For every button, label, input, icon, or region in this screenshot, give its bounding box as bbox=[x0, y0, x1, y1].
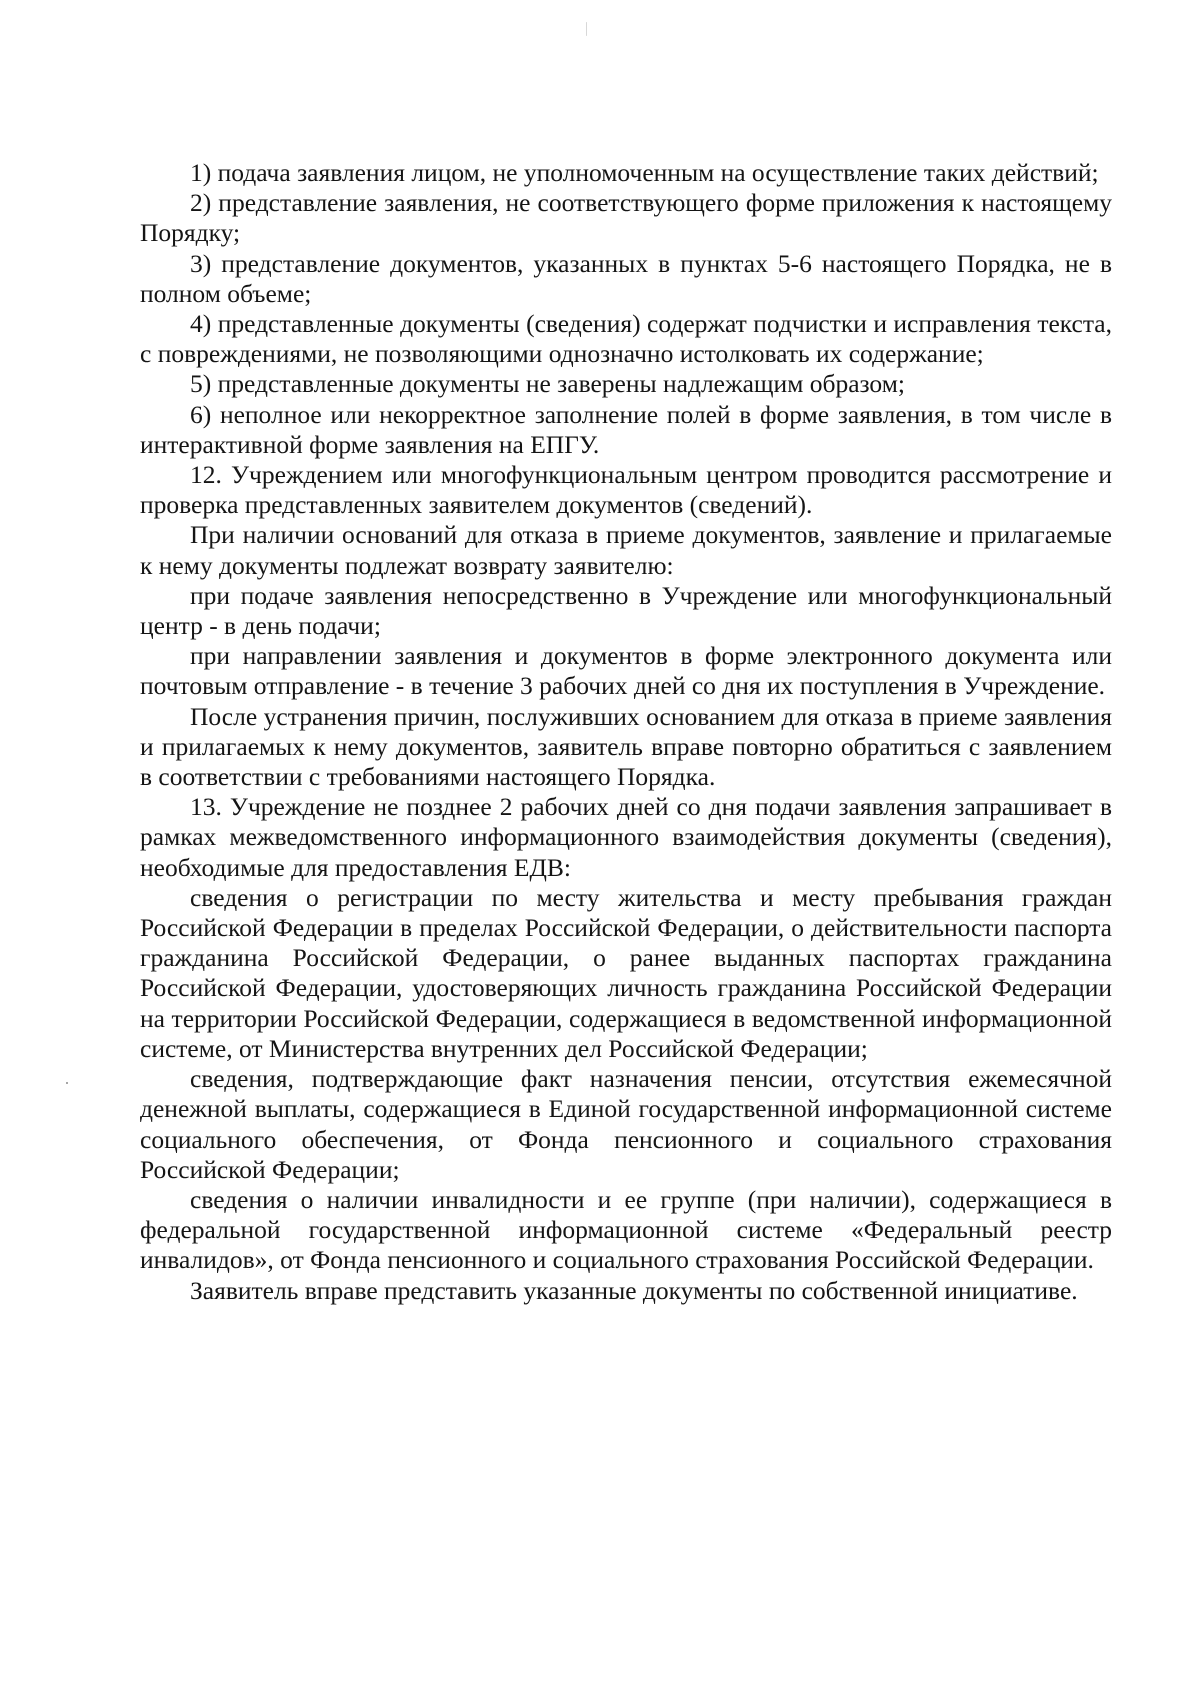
scan-speck bbox=[66, 1082, 68, 1084]
paragraph-item-6: 6) неполное или некорректное заполнение полей в форме заявления, в том числе в интерактивной форме заявления на ЕПГУ. bbox=[140, 399, 1112, 459]
paragraph-applicant-initiative: Заявитель вправе представить указанные документы по собственной инициативе. bbox=[190, 1275, 1078, 1305]
paragraph-refusal-grounds: При наличии оснований для отказа в приеме документов, заявление и прилагаемые к нему документы подлежат возврату заявителю: bbox=[140, 520, 1112, 580]
paragraph-registration-info: сведения о регистрации по месту жительства и месту пребывания граждан Российской Федерации в пределах Российской Федерации, о действительности паспорта гражданина Российской Федерации, о ранее выданных паспортах гражданина Российской Федерации, удостоверяющих личность гражданина Российской Федерации на территории Российской Федерации, содержащиеся в ведомственной информационной системе, от Министерства внутренних дел Российской Федерации; bbox=[140, 882, 1112, 1063]
paragraph-electronic-submission: при направлении заявления и документов в форме электронного документа или почтовым отправление - в течение 3 рабочих дней со дня их поступления в Учреждение. bbox=[140, 641, 1112, 701]
paragraph-pension-info: сведения, подтверждающие факт назначения пенсии, отсутствия ежемесячной денежной выплаты, содержащиеся в Единой государственной информационной системе социального обеспечения, от Фонда пенсионного и социального страхования Российской Федерации; bbox=[140, 1064, 1112, 1184]
paragraph-resubmission: После устранения причин, послуживших основанием для отказа в приеме заявления и прилагаемых к нему документов, заявитель вправе повторно обратиться с заявлением в соответствии с требованиями настоящего Порядка. bbox=[140, 701, 1112, 792]
paragraph-item-2: 2) представление заявления, не соответствующего форме приложения к настоящему Порядку; bbox=[140, 188, 1112, 248]
paragraph-clause-12: 12. Учреждением или многофункциональным центром проводится рассмотрение и проверка представленных заявителем документов (сведений). bbox=[140, 460, 1112, 520]
paragraph-clause-13: 13. Учреждение не позднее 2 рабочих дней со дня подачи заявления запрашивает в рамках межведомственного информационного взаимодействия документы (сведения), необходимые для предоставления ЕДВ: bbox=[140, 792, 1112, 882]
paragraph-item-1: 1) подача заявления лицом, не уполномоченным на осуществление таких действий; bbox=[190, 158, 1099, 187]
paragraph-item-4: 4) представленные документы (сведения) содержат подчистки и исправления текста, с повреждениями, не позволяющими однозначно истолковать их содержание; bbox=[140, 309, 1112, 369]
scan-speck bbox=[586, 22, 587, 36]
paragraph-direct-submission: при подаче заявления непосредственно в Учреждение или многофункциональный центр - в день подачи; bbox=[140, 580, 1112, 641]
paragraph-item-5: 5) представленные документы не заверены надлежащим образом; bbox=[190, 369, 905, 399]
document-body bbox=[140, 158, 1112, 1306]
paragraph-item-3: 3) представление документов, указанных в пунктах 5-6 настоящего Порядка, не в полном объеме; bbox=[140, 248, 1112, 308]
paragraph-disability-info: сведения о наличии инвалидности и ее группе (при наличии), содержащиеся в федеральной государственной информационной системе «Федеральный реестр инвалидов», от Фонда пенсионного и социального страхования Российской Федерации. bbox=[140, 1184, 1112, 1275]
